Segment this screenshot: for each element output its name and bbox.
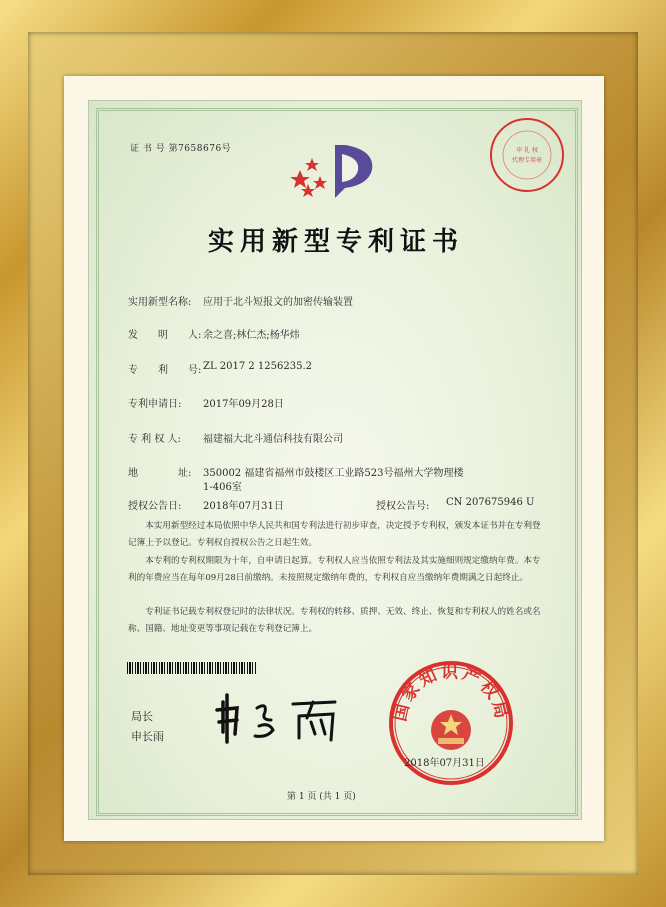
star-icon: [290, 170, 310, 188]
agency-stamp: [487, 115, 567, 195]
paragraph-1: 本实用新型经过本局依照中华人民共和国专利法进行初步审查，决定授予专利权，颁发本证书并在专利登记簿上予以登记。专利权自授权公告之日起生效。: [128, 521, 541, 548]
svg-text:申 礼 权: 申 礼 权: [516, 147, 538, 154]
patent-label: 专 利 号:: [128, 365, 202, 376]
star-icon: [305, 158, 319, 171]
grant-date-label: 授权公告日:: [128, 501, 182, 512]
barcode: [127, 662, 257, 674]
star-icon: [313, 176, 327, 189]
svg-text:代理专用章: 代理专用章: [511, 157, 543, 164]
certificate-title: 实用新型专利证书: [208, 227, 465, 257]
grant-date-value: 2018年07月31日: [203, 501, 284, 512]
inventor-value: 余之喜;林仁杰;杨华炜: [203, 330, 300, 341]
cert-number: 证 书 号 第7658676号: [130, 144, 232, 154]
address-line2: 1-406室: [203, 482, 242, 493]
director-title: 局长: [131, 710, 153, 723]
holder-label: 专 利 权 人:: [128, 434, 181, 445]
director-name: 申长雨: [131, 730, 164, 743]
signature: [215, 690, 345, 745]
paragraph-2: 本专利的专利权期限为十年，自申请日起算。专利权人应当依照专利法及其实施细则规定缴纳年费。本专利的年费应当在每年09月28日前缴纳。未按照规定缴纳年费的，专利权自应当缴纳年费期满之日起终止。: [128, 556, 541, 583]
paragraph-3: 专利证书记载专利权登记时的法律状况。专利权的转移、质押、无效、终止、恢复和专利权人的姓名或名称、国籍、地址变更等事项记载在专利登记簿上。: [128, 607, 541, 634]
grant-no-value: CN 207675946 U: [446, 497, 535, 508]
patent-value: ZL 2017 2 1256235.2: [203, 361, 313, 372]
inventor-label: 发 明 人:: [128, 330, 202, 341]
seal-date: 2018年07月31日: [404, 758, 485, 769]
svg-text:国家知识产权局: 国家知识产权局: [390, 662, 512, 724]
cnipa-logo: [290, 140, 380, 200]
page-info: 第 1 页 (共 1 页): [287, 792, 356, 802]
apply-date-value: 2017年09月28日: [203, 399, 284, 410]
grant-no-label: 授权公告号:: [376, 501, 430, 512]
apply-date-label: 专利申请日:: [128, 399, 182, 410]
name-value: 应用于北斗短报文的加密传输装置: [203, 297, 353, 308]
name-label: 实用新型名称:: [128, 297, 192, 308]
address-line1: 350002 福建省福州市鼓楼区工业路523号福州大学物理楼: [203, 468, 464, 479]
holder-value: 福建福大北斗通信科技有限公司: [203, 434, 343, 445]
address-label: 地 址:: [128, 468, 192, 479]
